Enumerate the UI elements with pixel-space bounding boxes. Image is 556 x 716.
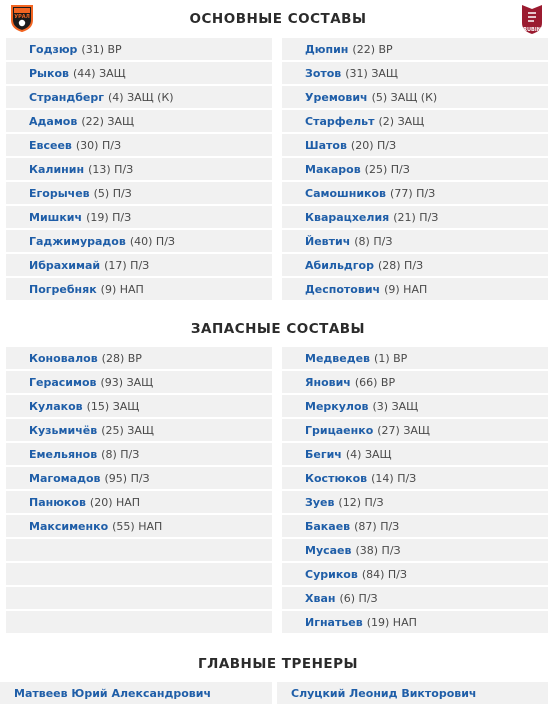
home-logo-text: УРАЛ [14, 14, 30, 20]
player-row[interactable] [282, 182, 548, 204]
player-number-position: (40) П/З [129, 234, 175, 248]
player-name[interactable]: Страндберг [29, 90, 104, 104]
player-number-position: (3) ЗАЩ [372, 399, 419, 413]
player-name[interactable]: Коновалов [29, 351, 98, 365]
player-number-position: (22) ЗАЩ [81, 114, 135, 128]
player-row[interactable] [282, 158, 548, 180]
player-number-position: (8) П/З [101, 447, 140, 461]
player-number-position: (5) П/З [93, 186, 132, 200]
player-row[interactable] [6, 278, 272, 300]
away-logo-text: RUBIN [523, 27, 541, 33]
player-row[interactable] [282, 443, 548, 465]
player-row[interactable] [282, 254, 548, 276]
player-name[interactable]: Макаров [305, 162, 361, 176]
player-row[interactable] [6, 62, 272, 84]
player-row[interactable] [6, 110, 272, 132]
player-name[interactable]: Годзюр [29, 42, 78, 56]
player-row[interactable] [282, 587, 548, 609]
player-name[interactable]: Самошников [305, 186, 387, 200]
player-number-position: (21) П/З [393, 210, 439, 224]
player-row[interactable] [282, 278, 548, 300]
player-number-position: (77) П/З [390, 186, 436, 200]
substitutes-heading: ЗАПАСНЫЕ СОСТАВЫ [190, 321, 366, 337]
home-coach[interactable]: Матвеев Юрий Александрович [0, 682, 272, 704]
player-row[interactable] [6, 230, 272, 252]
player-number-position: (14) П/З [371, 471, 417, 485]
player-number-position: (9) НАП [100, 282, 144, 296]
player-name[interactable]: Магомадов [29, 471, 101, 485]
player-number-position: (27) ЗАЩ [377, 423, 430, 437]
player-number-position: (95) П/З [104, 471, 150, 485]
player-number-position: (93) ЗАЩ [100, 375, 154, 389]
player-row[interactable] [6, 443, 272, 465]
player-name[interactable]: Уремович [305, 90, 368, 104]
player-row[interactable] [282, 491, 548, 513]
player-name[interactable]: Калинин [29, 162, 85, 176]
player-number-position: (12) П/З [338, 495, 384, 509]
player-row[interactable] [282, 110, 548, 132]
player-name[interactable]: Егорычев [29, 186, 90, 200]
player-row[interactable] [6, 419, 272, 441]
player-name[interactable]: Дюпин [305, 42, 349, 56]
player-row[interactable] [6, 347, 272, 369]
player-row[interactable] [6, 206, 272, 228]
player-row [6, 563, 272, 585]
player-name[interactable]: Кварацхелия [305, 210, 390, 224]
player-name[interactable]: Суриков [305, 567, 358, 581]
player-row[interactable] [282, 230, 548, 252]
player-number-position: (17) П/З [104, 258, 150, 272]
player-row[interactable] [282, 563, 548, 585]
player-row[interactable] [282, 206, 548, 228]
player-number-position: (8) П/З [354, 234, 393, 248]
player-name[interactable]: Мусаев [305, 543, 352, 557]
player-row [6, 611, 272, 633]
player-number-position: (20) НАП [89, 495, 141, 509]
away-starting-list [282, 38, 548, 302]
player-row[interactable] [282, 371, 548, 393]
player-row[interactable] [282, 38, 548, 60]
player-number-position: (38) П/З [355, 543, 401, 557]
player-row[interactable] [6, 158, 272, 180]
player-row[interactable] [282, 419, 548, 441]
player-number-position: (25) ЗАЩ [101, 423, 154, 437]
player-number-position: (5) ЗАЩ (К) [371, 90, 438, 104]
player-name[interactable]: Хван [305, 591, 336, 605]
player-name[interactable]: Мишкич [29, 210, 83, 224]
player-number-position: (66) ВР [354, 375, 396, 389]
player-number-position: (4) ЗАЩ [345, 447, 392, 461]
player-row[interactable] [6, 491, 272, 513]
player-number-position: (31) ВР [81, 42, 122, 56]
player-name[interactable]: Герасимов [29, 375, 97, 389]
away-coach[interactable]: Слуцкий Леонид Викторович [277, 682, 548, 704]
player-name[interactable]: Максименко [29, 519, 109, 533]
player-name[interactable]: Старфельт [305, 114, 375, 128]
player-name[interactable]: Адамов [29, 114, 78, 128]
player-row[interactable] [282, 539, 548, 561]
player-row[interactable] [6, 134, 272, 156]
player-number-position: (9) НАП [384, 282, 428, 296]
player-name[interactable]: Кузьмичёв [29, 423, 98, 437]
player-name[interactable]: Костюков [305, 471, 368, 485]
player-number-position: (15) ЗАЩ [86, 399, 140, 413]
player-number-position: (4) ЗАЩ (К) [108, 90, 174, 104]
player-number-position: (44) ЗАЩ [73, 66, 126, 80]
player-number-position: (19) П/З [86, 210, 132, 224]
player-name[interactable]: Погребняк [29, 282, 97, 296]
player-row[interactable] [282, 515, 548, 537]
player-number-position: (28) П/З [377, 258, 424, 272]
player-name[interactable]: Йевтич [305, 234, 351, 248]
player-number-position: (84) П/З [361, 567, 407, 581]
player-number-position: (55) НАП [112, 519, 163, 533]
player-row[interactable] [6, 395, 272, 417]
player-number-position: (22) ВР [352, 42, 393, 56]
player-name[interactable]: Деспотович [305, 282, 381, 296]
player-row[interactable] [6, 86, 272, 108]
player-number-position: (1) ВР [374, 351, 408, 365]
player-number-position: (28) ВР [101, 351, 142, 365]
player-name[interactable]: Меркулов [305, 399, 369, 413]
coaches-heading: ГЛАВНЫЕ ТРЕНЕРЫ [198, 656, 358, 672]
player-name[interactable]: Гаджимурадов [29, 234, 126, 248]
player-row[interactable] [6, 371, 272, 393]
player-row[interactable] [6, 38, 272, 60]
player-row [6, 587, 272, 609]
player-row[interactable] [282, 62, 548, 84]
player-name[interactable]: Абильдгор [305, 258, 374, 272]
player-name[interactable]: Шатов [305, 138, 347, 152]
player-number-position: (20) П/З [350, 138, 397, 152]
player-name[interactable]: Медведев [305, 351, 371, 365]
player-number-position: (25) П/З [364, 162, 410, 176]
player-number-position: (31) ЗАЩ [345, 66, 398, 80]
player-number-position: (2) ЗАЩ [378, 114, 425, 128]
player-row[interactable] [282, 134, 548, 156]
player-name[interactable]: Панюков [29, 495, 86, 509]
player-row[interactable] [282, 86, 548, 108]
player-row[interactable] [282, 347, 548, 369]
player-name[interactable]: Рыков [29, 66, 69, 80]
player-number-position: (19) НАП [366, 615, 417, 629]
player-row [6, 539, 272, 561]
player-number-position: (30) П/З [75, 138, 121, 152]
home-starting-list [6, 38, 272, 302]
player-name[interactable]: Емельянов [29, 447, 98, 461]
player-name[interactable]: Бегич [305, 447, 342, 461]
player-name[interactable]: Ибрахимай [29, 258, 101, 272]
player-name[interactable]: Зуев [305, 495, 335, 509]
player-row[interactable] [282, 467, 548, 489]
player-name[interactable]: Игнатьев [305, 615, 363, 629]
player-row[interactable] [282, 611, 548, 633]
home-subs-list [6, 347, 272, 635]
starting-lineups-heading: ОСНОВНЫЕ СОСТАВЫ [189, 11, 367, 27]
player-row[interactable] [6, 467, 272, 489]
player-row[interactable] [6, 515, 272, 537]
player-name[interactable]: Кулаков [29, 399, 83, 413]
player-row[interactable] [6, 182, 272, 204]
player-name[interactable]: Евсеев [29, 138, 72, 152]
player-number-position: (87) П/З [354, 519, 400, 533]
player-row[interactable] [282, 395, 548, 417]
player-number-position: (13) П/З [88, 162, 134, 176]
player-name[interactable]: Бакаев [305, 519, 351, 533]
player-name[interactable]: Янович [305, 375, 351, 389]
player-number-position: (6) П/З [339, 591, 378, 605]
away-subs-list [282, 347, 548, 635]
player-name[interactable]: Зотов [305, 66, 342, 80]
player-name[interactable]: Грицаенко [305, 423, 374, 437]
player-row[interactable] [6, 254, 272, 276]
